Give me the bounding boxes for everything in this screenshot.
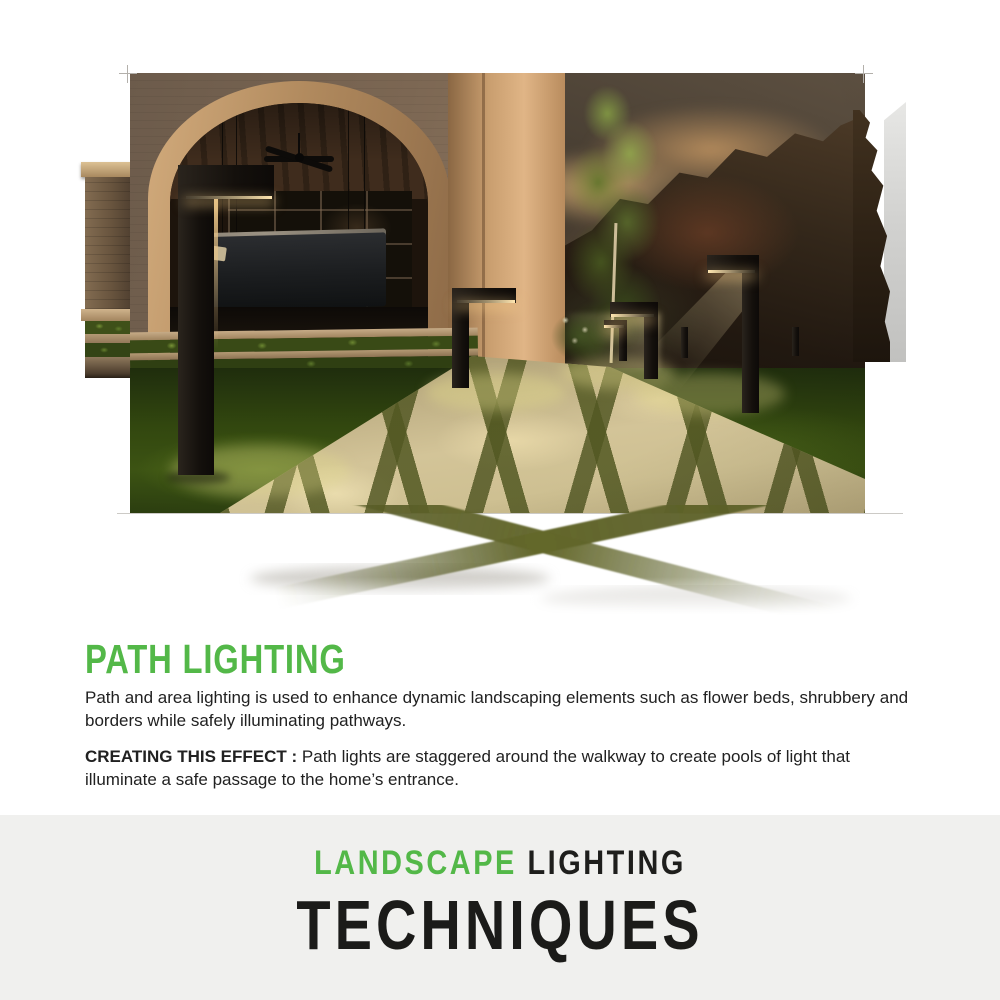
path-light-bollard (452, 292, 469, 388)
ceiling-fan-icon (295, 153, 304, 162)
footer-rest-word: LIGHTING (516, 844, 686, 882)
footer-main-title: TECHNIQUES (296, 886, 704, 964)
path-light-stake (681, 327, 688, 358)
house-pilaster (85, 162, 133, 378)
paragraph-effect (85, 745, 925, 791)
planter-hedge (85, 321, 133, 334)
pilaster-cap (81, 162, 137, 177)
planter-base (85, 357, 133, 378)
path-light-arm (452, 288, 516, 303)
column-molding (482, 73, 485, 385)
walkway-x-overflow (100, 505, 860, 615)
light-pool (426, 373, 566, 411)
path-light-arm (178, 165, 274, 199)
path-light-arm (610, 302, 658, 317)
path-light-bollard (742, 255, 759, 413)
white-fade (100, 577, 860, 615)
effect-text: Path lights are staggered around the walkway to create pools of light that illuminate a safe passage to the home’s entrance. (85, 747, 851, 789)
crop-mark-icon (855, 65, 873, 83)
footer-series-title (75, 844, 925, 883)
path-light-stake (792, 327, 799, 356)
paragraph-intro: Path and area lighting is used to enhance dynamic landscaping elements such as flower beds, shrubbery and borders while safely illuminating pathways. (85, 688, 909, 730)
path-light-arm (604, 320, 626, 328)
effect-label: CREATING THIS EFFECT : (85, 747, 298, 766)
lit-post-edge (214, 199, 218, 349)
footer-band (0, 815, 1000, 1000)
path-light-bollard-foreground (178, 168, 214, 475)
swing-cable (348, 103, 349, 239)
side-panel (884, 102, 906, 362)
render-scene (130, 73, 865, 513)
planter-ledge (81, 309, 137, 321)
swing-cable (364, 103, 365, 243)
section-body (85, 686, 925, 804)
pilaster-shaft (85, 177, 133, 309)
planter-ledge (85, 334, 133, 343)
planter-hedge (85, 343, 133, 357)
crop-mark-icon (119, 65, 137, 83)
section-title: PATH LIGHTING (85, 636, 346, 682)
footer-accent-word: LANDSCAPE (314, 844, 517, 882)
path-light-arm (707, 255, 759, 273)
